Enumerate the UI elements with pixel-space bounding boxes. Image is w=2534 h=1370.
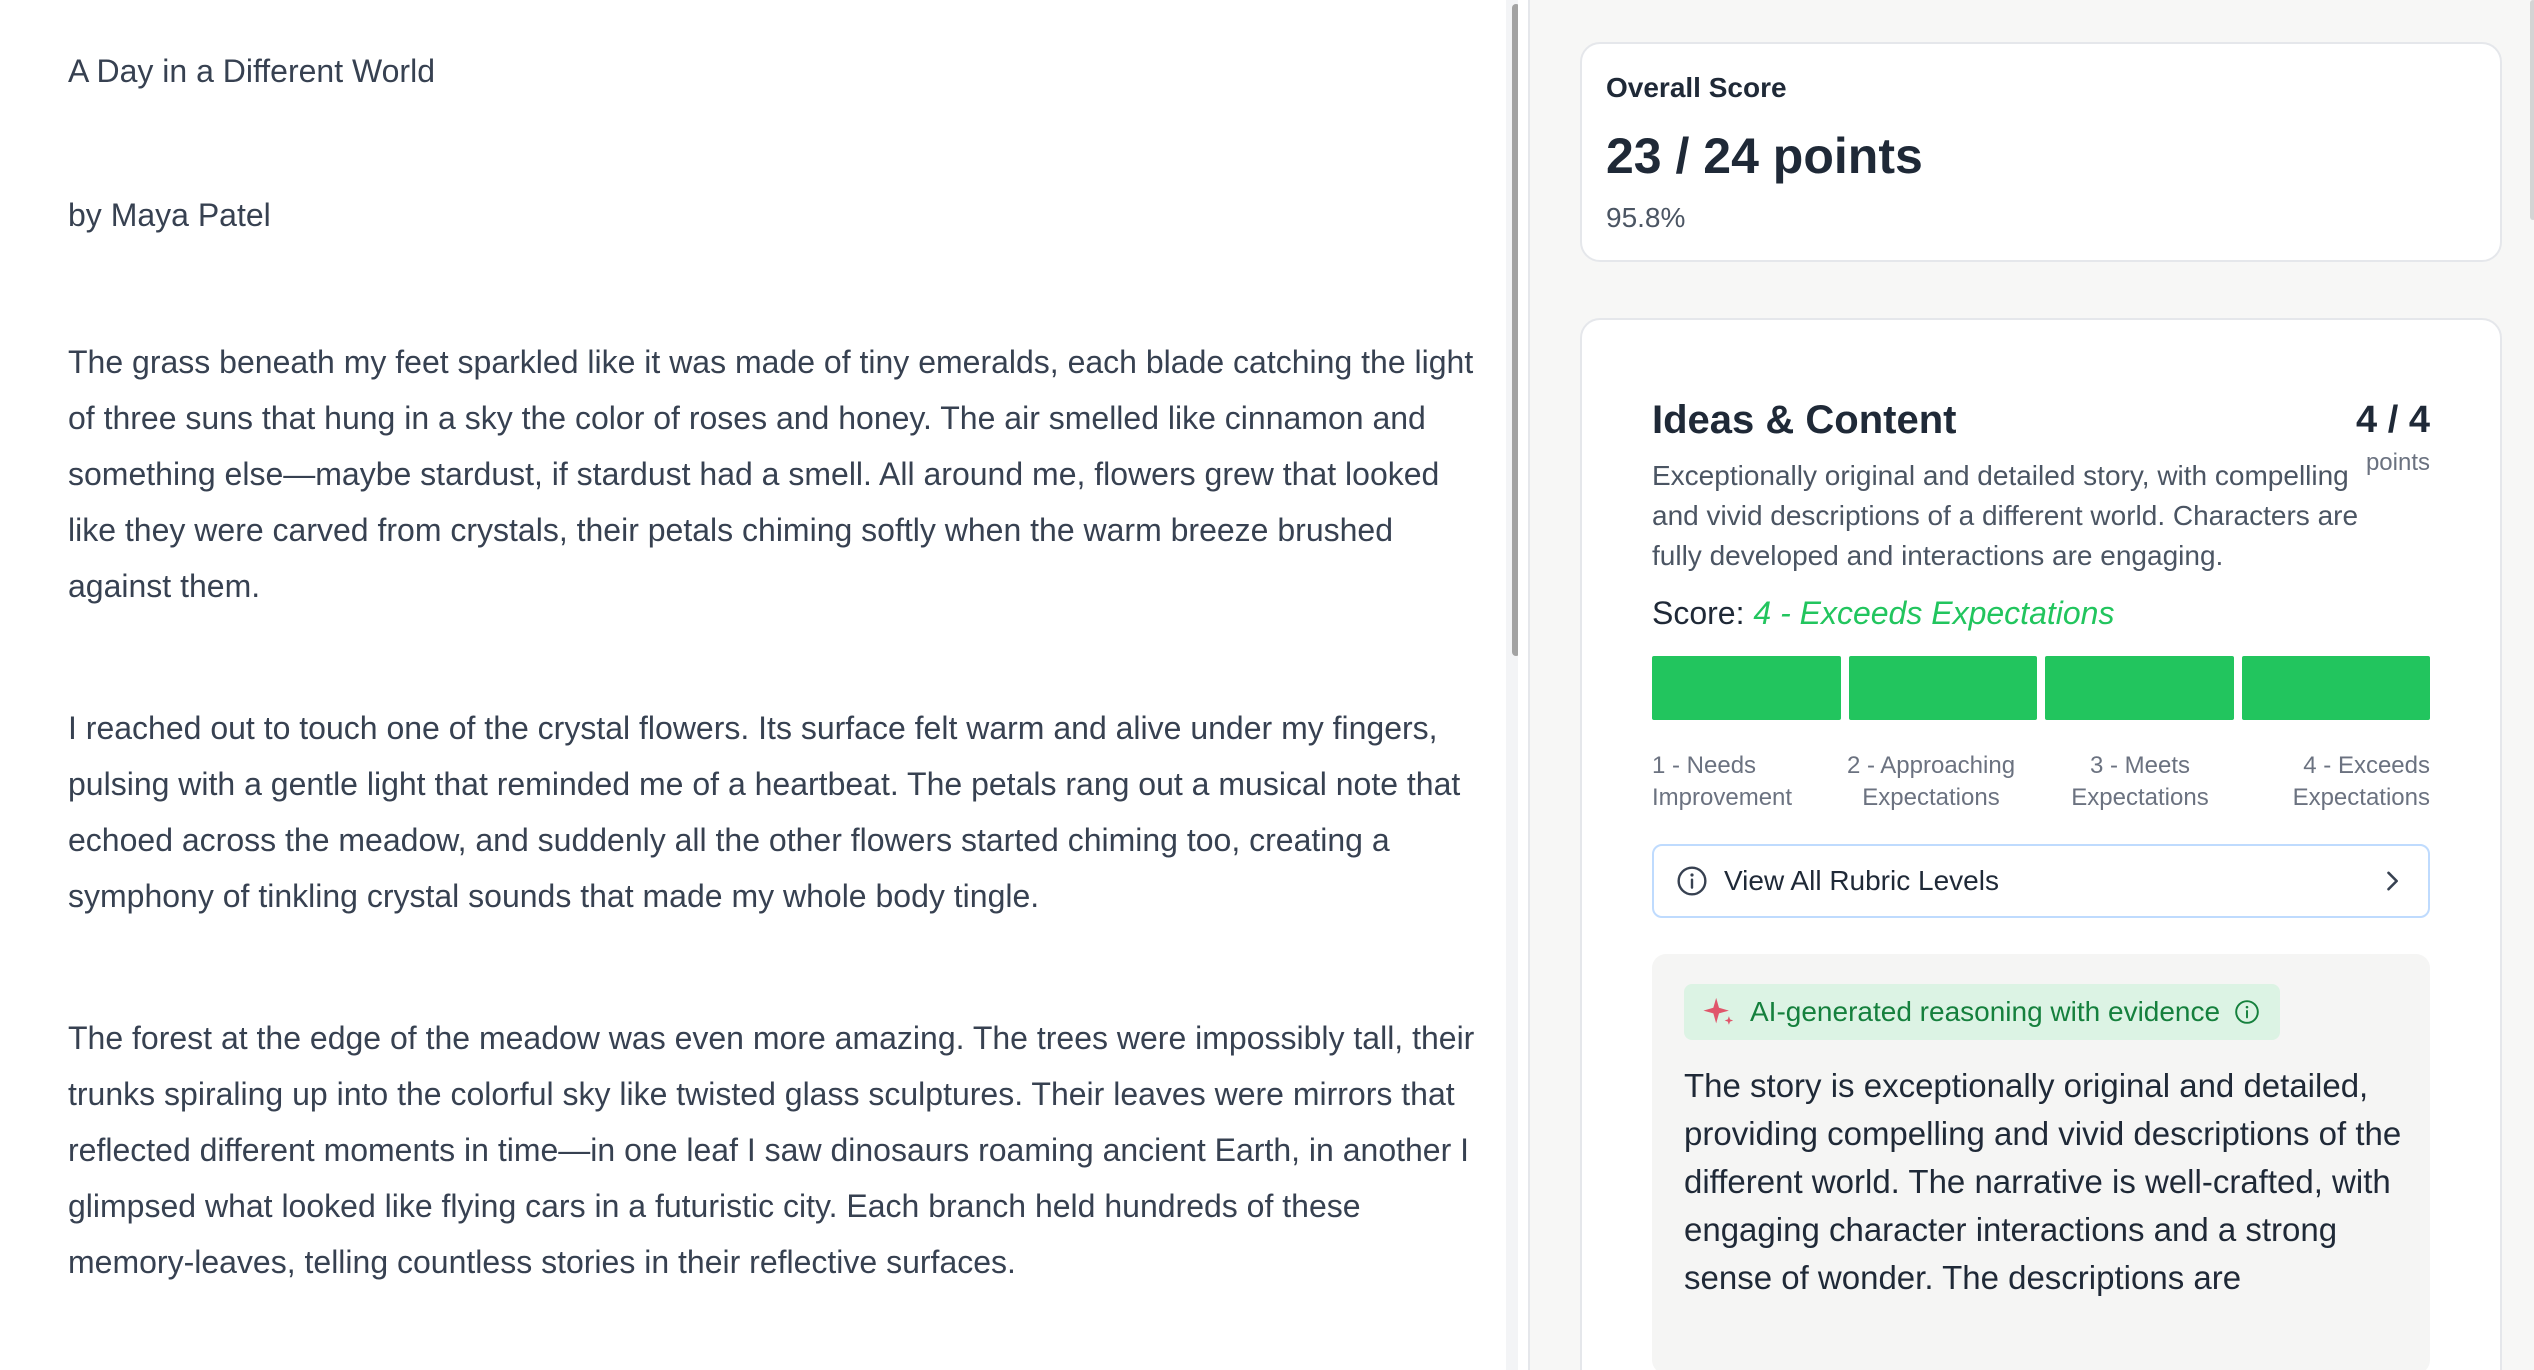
level-segment-2 [1849, 656, 2038, 720]
ai-reasoning-box [1652, 954, 2430, 1370]
criterion-score-value: 4 - Exceeds Expectations [1753, 595, 2115, 631]
score-level-bar [1652, 656, 2430, 720]
level-label: 4 - Exceeds Expectations [2292, 752, 2430, 811]
info-icon [1676, 865, 1708, 897]
overall-score-percent: 95.8% [1606, 202, 1686, 233]
criterion-title: Ideas & Content [1652, 398, 1957, 442]
criterion-header [1652, 390, 2430, 476]
info-icon[interactable] [2234, 999, 2260, 1025]
rubric-scrollbar[interactable] [2530, 0, 2534, 220]
ai-reasoning-text: The story is exceptionally original and detailed, providing compelling and vivid descriptions of the different world. The narrative is well-crafted, with engaging character interactions and a strong sense of wonder. The descriptions are [1684, 1067, 2402, 1296]
essay-scrollbar-thumb[interactable] [1512, 4, 1518, 656]
chevron-right-icon [2378, 867, 2406, 895]
overall-score-card [1580, 42, 2502, 262]
criterion-score-label: Score: [1652, 595, 1745, 631]
view-all-rubric-levels-label: View All Rubric Levels [1724, 865, 1999, 896]
criterion-card [1580, 318, 2502, 1370]
level-label: 2 - Approaching Expectations [1846, 752, 2016, 811]
criterion-score [1652, 590, 2430, 636]
overall-score-label: Overall Score [1606, 72, 1787, 103]
level-label: 1 - Needs Improvement [1652, 752, 1793, 811]
level-segment-3 [2045, 656, 2234, 720]
essay-title: A Day in a Different World [68, 53, 435, 89]
essay-paragraph: The grass beneath my feet sparkled like it was made of tiny emeralds, each blade catching the light of three suns that hung in a sky the color of roses and honey. The air smelled like cinnamon and something else—maybe stardust, if stardust had a smell. All around me, flowers grew that looked like they were carved from crystals, their petals chiming softly when the warm breeze brushed against them. [68, 344, 1474, 604]
essay-content [68, 46, 1488, 1290]
criterion-points: 4 / 4 [2356, 399, 2430, 441]
level-segment-1 [1652, 656, 1841, 720]
view-all-rubric-levels-button[interactable] [1652, 844, 2430, 918]
criterion-body [1652, 390, 2430, 1370]
level-labels [1652, 750, 2430, 814]
ai-reasoning-badge-label: AI-generated reasoning with evidence [1750, 996, 2221, 1027]
overall-score-points: 23 / 24 points [1606, 128, 1923, 184]
criterion-description: Exceptionally original and detailed story, with compelling and vivid descriptions of a different world. Characters are fully developed and interactions are engaging. [1652, 460, 2359, 571]
criterion-points-unit: points [2365, 449, 2430, 476]
level-segment-4 [2242, 656, 2431, 720]
essay-paragraph: The forest at the edge of the meadow was even more amazing. The trees were impossibly tall, their trunks spiraling up into the colorful sky like twisted glass sculptures. Their leaves were mirrors that reflected different moments in time—in one leaf I saw dinosaurs roaming ancient Earth, in another I glimpsed what looked like flying cars in a futuristic city. Each branch held hundreds of these memory-leaves, telling countless stories in their reflective surfaces. [68, 1020, 1475, 1280]
sparkle-icon [1702, 995, 1736, 1029]
essay-author: by Maya Patel [68, 197, 271, 233]
essay-paragraph: I reached out to touch one of the crystal flowers. Its surface felt warm and alive under my fingers, pulsing with a gentle light that reminded me of a heartbeat. The petals rang out a musical note that echoed across the meadow, and suddenly all the other flowers started chiming too, creating a symphony of tinkling crystal sounds that made my whole body tingle. [68, 710, 1461, 914]
ai-reasoning-badge [1684, 984, 2280, 1040]
level-label: 3 - Meets Expectations [2071, 752, 2209, 811]
rubric-pane [1528, 0, 2534, 1370]
